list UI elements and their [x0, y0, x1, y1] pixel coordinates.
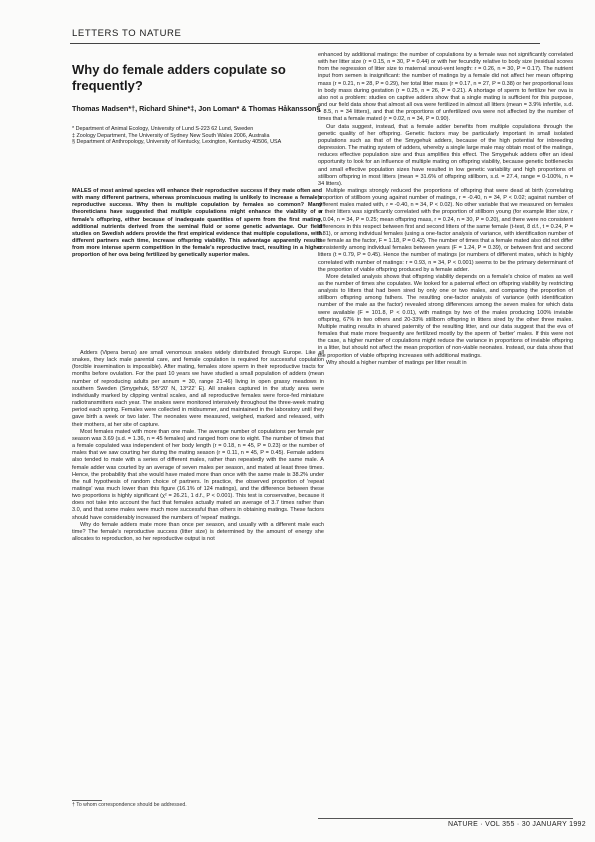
body-paragraph: enhanced by additional matings: the number of copulations by a female was not significantly correlated with her litter size (r = 0.15, n = 30, P = 0.44) or with her fecundity relative to body size (residual scores from the regression of litter size to maternal snout-vent length: r = 0.26, n = 30, P = 0.17). The nutrient input from semen is insignificant: the number of matings by a female did not affect her mean offspring mass (r = 0.21, n = 28, P = 0.29), her total litter mass (r = 0.17, n = 27, P = 0.38) or her proportional loss in body mass during gestation (r = 0.25, n = 26, P = 0.21). A shortage of sperm to fertilize her ova is also not a problem: studies on captive adders show that a single mating is sufficient for this purpose, and our field data show that almost all ova were fertilized in almost all litters (mean = 3.9% infertile, s.d. = 8.5, n = 34 litters), and that the proportions of unfertilized ova were not affected by the number of times that a female mated (r = 0.02, n = 34, P = 0.90). — [318, 52, 573, 123]
body-paragraph: Why should a higher number of matings per litter result in — [326, 359, 467, 366]
footnote-rule — [72, 800, 102, 801]
article-title: Why do female adders copulate so frequently? — [72, 62, 286, 93]
footer-rule — [318, 818, 573, 819]
body-paragraph: Most females mated with more than one male. The average number of copulations per female per season was 3.69 (s.d. = 1.36, n = 45 females) and ranged from one to eight. The number of times that a female copulated was independent of her body length (r = 0.18, n = 45, P = 0.23) or the number of males that we saw courting her during the mating season (r = 0.11, n = 45, P = 0.45). Female adders also tended to mate with a series of different males, rather than repeatedly with the same male. A female adder was courted by an average of seven males per season, and mated at least three times. Hence, the probability that she would have mated more than once with the same male is 38.2% under the null hypothesis of random choice of partners. In practice, the observed proportion of 'repeat matings' was much lower than this figure (16.1% of 124 matings), and the difference between these two proportions is highly significant (χ² = 26.21, 1 d.f., P < 0.001). This test is conservative, because it does not take into account the fact that females actually mated an average of 3.7 times rather than 3.0, and that some males were much more successful than others in obtaining matings. These factors should have considerably increased the numbers of 'repeat' matings. — [72, 428, 324, 521]
body-column-left — [72, 350, 324, 543]
section-header: LETTERS TO NATURE — [72, 28, 182, 39]
affiliation-sydney: ‡ Zoology Department, The University of Sydney New South Wales 2006, Australia — [72, 132, 270, 139]
body-paragraph: More detailed analysis shows that offspring viability depends on a female's choice of mates as well as the number of times she copulates. We looked for a paternal effect on offspring viability by restricting analysis to litters that had been sired by only one or two males, and comparing the proportion of stillborn offspring among fathers. The resulting one-factor analysis of variance (with identification number of the male as the factor) revealed strong differences among the seven males for which data were available (F = 101.8, P < 0.01), with matings by two of the males producing 100% inviable offspring, 67% in two others and 20-33% stillborn offspring in litters sired by the other three males. Multiple mating results in shared paternity of the resulting litter, and our data suggest that the eva of females that mate more frequently are fertilized mostly by the sperm of 'better' males. If this were not the case, a higher number of copulations might reduce the variance in proportions of inviable offspring in a litter, but should not affect the mean proportion of non-viable neonates. Instead, our data show that the proportion of viable offspring increases with additional matings. — [318, 273, 573, 359]
body-paragraph: Multiple matings strongly reduced the proportions of offspring that were dead at birth (correlating proportion of stillborn young against number of matings, r = -0.40, n = 34, P < 0.02; against number of different males mated with, r = -0.40, n = 34, P < 0.02). No other variable that we measured on females or their litters was significantly correlated with the proportion of stillborn young (for example litter size, r = 0.04, n = 34, P = 0.25; mean offspring mass, r = 0.24, n = 30, P = 0.20), and there were no consistent differences in this respect between first and second litters of the same female (t-test, 8 d.f., t = 0.24, P = 0.81), or among individual females (using a one-factor analysis of variance, with identification number of the female as the factor, F = 1.18, P = 0.42). The number of times that a female mated also did not differ consistently among individual females between years (F = 1.24, P = 0.39), or between first and second litters (t = 0.79, P = 0.45). Hence the number of matings (or numbers of different mates, which is highly correlated with number of matings: r = 0.93, n = 34, P < 0.001) seems to be the primary determinant of the proportion of viable offspring produced by a female adder. — [318, 187, 573, 273]
affiliations — [72, 126, 322, 146]
body-paragraph: Our data suggest, instead, that a female adder benefits from multiple copulations through the genetic quality of her offspring. Genetic factors may be particularly important in small isolated populations such as that of the Smygehuk adders, because of the high potential for inbreeding depression. The mating system of adders, whereby a single large male may obtain most of the matings, reduces effective population size and thus amplifies this effect. The Smygehuk adders offer an ideal opportunity to look for an influence of multiple mating on offspring viability, because genetic bottlenecks and small effective population sizes have resulted in low genetic variability and high proportions of stillborn offspring in most litters (mean = 31.6% of offspring stillborn, s.d. = 27.4, range = 0-100%, n = 34 litters). — [318, 123, 573, 187]
body-paragraph: Adders (Vipera berus) are small venomous snakes widely distributed through Europe. Like all snakes, they lack male parental care, and female copulation is required for successful copulation (forcible insemination is impossible). After mating, females store sperm in their reproductive tracts for months before ovulation. For the past 10 years we have studied a small population of adders (mean number of reproducing adults per annum = 30, range 21-46) living in open grassy meadows in southern Sweden (Smygehuk, 55°20' N, 13°22' E). All snakes captured in the study area were individually marked by clipping ventral scales, and all reproductive females were force-fed miniature radiotransmitters each year. The snakes were monitored intensively throughout the three-week mating period each spring. Females were collected in midsummer, and maintained in the laboratory until they gave birth a week or two later. The neonates were measured, weighed, marked and released, with their mothers, at her site of capture. — [72, 350, 324, 428]
abstract: MALES of most animal species will enhance their reproductive success if they mate often and with many different partners, whereas promiscuous mating is unlikely to increase a female's reproductive success. Why then is multiple copulation by females so common? Many theoreticians have suggested that multiple copulations might enhance the viability of a female's offspring, either because of inadequate quantities of sperm from the first mating, additional nutrients derived from the seminal fluid or some genetic advantage. Our field studies on Swedish adders provide the first empirical evidence that multiple copulations, with different partners each time, increase offspring viability. This advantage apparently results from more intense sperm competition in the female's reproductive tract, resulting in a higher proportion of her ova being fertilized by genetically superior males. — [72, 188, 322, 259]
article-authors: Thomas Madsen*†, Richard Shine*‡, Jon Loman* & Thomas Håkansson§ — [72, 104, 321, 113]
affiliation-kentucky: § Department of Anthropology, University of Kentucky, Lexington, Kentucky 40506, USA — [72, 139, 282, 146]
page-footer: NATURE · VOL 355 · 30 JANUARY 1992 — [448, 821, 586, 828]
body-column-right — [318, 52, 573, 367]
body-paragraph: Why do female adders mate more than once per season, and usually with a different male each time? The female's reproductive success (litter size) is determined by the amount of energy she allocates to reproduction, so her reproductive output is not — [72, 521, 324, 543]
header-rule — [70, 43, 540, 44]
affiliation-lund: * Department of Animal Ecology, University of Lund S-223 62 Lund, Sweden — [72, 126, 254, 132]
footnote: † To whom correspondence should be addressed. — [72, 802, 187, 808]
